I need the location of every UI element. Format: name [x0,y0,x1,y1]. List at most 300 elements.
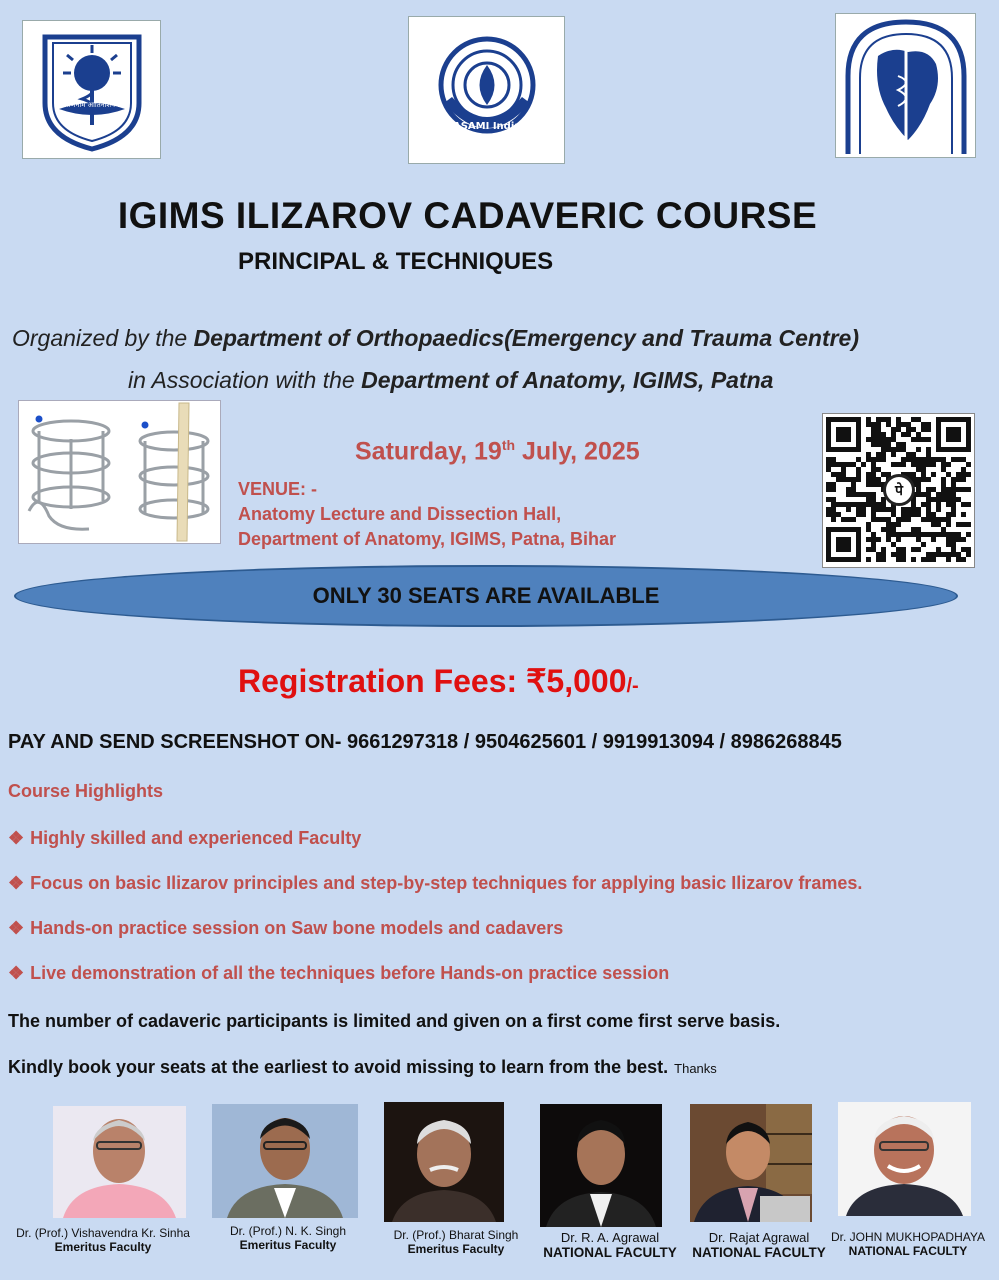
venue-block [238,477,616,552]
qr-module [951,537,956,542]
qr-module [851,487,856,492]
qr-module [936,492,941,497]
qr-module [856,457,861,462]
qr-module [891,447,896,452]
qr-module [886,532,891,537]
qr-module [871,542,876,547]
qr-module [891,427,896,432]
qr-module [856,477,861,482]
qr-module [916,492,921,497]
qr-module [876,452,881,457]
qr-module [871,497,876,502]
igims-logo [22,20,161,159]
qr-module [921,427,926,432]
qr-module [946,532,951,537]
qr-module [886,437,891,442]
qr-module [881,432,886,437]
qr-module [856,502,861,507]
qr-module [951,492,956,497]
organizer-prefix: Organized by the [12,325,194,351]
qr-module [921,437,926,442]
qr-module [946,497,951,502]
qr-module [926,462,931,467]
qr-module [911,462,916,467]
qr-module [936,552,941,557]
qr-module [926,517,931,522]
qr-finder [836,537,851,552]
qr-module [866,537,871,542]
qr-module [906,512,911,517]
qr-module [871,472,876,477]
qr-module [866,417,871,422]
highlight-text: Focus on basic Ilizarov principles and step-by-step techniques for applying basic Ilizarov frames. [30,873,863,893]
qr-module [871,517,876,522]
qr-module [861,507,866,512]
faculty-name: Dr. JOHN MUKHOPADHAYA [830,1230,985,1244]
date-suffix: July, 2025 [515,437,640,466]
qr-module [866,527,871,532]
qr-module [911,417,916,422]
venue-line2: Department of Anatomy, IGIMS, Patna, Bihar [238,529,617,549]
qr-module [826,497,831,502]
qr-module [856,467,861,472]
qr-module [926,507,931,512]
qr-module [826,482,831,487]
qr-module [866,557,871,562]
qr-module [841,517,846,522]
qr-module [916,547,921,552]
qr-module [906,457,911,462]
qr-module [886,537,891,542]
qr-module [831,497,836,502]
qr-module [891,452,896,457]
qr-module [961,467,966,472]
qr-module [961,487,966,492]
payment-contacts: PAY AND SEND SCREENSHOT ON- 9661297318 / 9504625601 / 9919913094 / 8986268845 [8,731,842,753]
qr-module [951,477,956,482]
highlight-item [8,873,862,894]
qr-module [931,497,936,502]
qr-module [896,417,901,422]
qr-module [941,487,946,492]
date-prefix: Saturday, 19 [355,437,502,466]
qr-module [961,502,966,507]
qr-module [896,517,901,522]
qr-module [881,557,886,562]
qr-module [936,497,941,502]
qr-module [901,422,906,427]
qr-module [851,462,856,467]
qr-module [926,552,931,557]
qr-module [941,477,946,482]
qr-module [941,497,946,502]
qr-module [881,452,886,457]
qr-module [866,547,871,552]
organizer-dept: Department of Orthopaedics(Emergency and Trauma Centre) [193,325,860,351]
bihar-ortho-logo [835,13,976,158]
qr-module [951,532,956,537]
qr-module [831,507,836,512]
qr-module [961,477,966,482]
qr-module [931,557,936,562]
qr-module [876,467,881,472]
qr-module [956,537,961,542]
qr-module [901,557,906,562]
qr-module [946,492,951,497]
qr-module [961,457,966,462]
qr-module [851,517,856,522]
qr-module [926,422,931,427]
faculty-photo [384,1102,504,1222]
qr-module [911,527,916,532]
association-prefix: in Association with the [128,367,362,393]
qr-module [916,457,921,462]
qr-module [826,487,831,492]
qr-module [891,542,896,547]
qr-module [946,502,951,507]
qr-module [906,422,911,427]
qr-module [846,517,851,522]
limited-seats-note: The number of cadaveric participants is limited and given on a first come first serve basis. [8,1011,781,1031]
qr-module [901,552,906,557]
qr-module [936,507,941,512]
qr-module [831,457,836,462]
qr-module [896,462,901,467]
qr-module [841,462,846,467]
qr-module [941,532,946,537]
qr-module [926,457,931,462]
qr-module [926,487,931,492]
qr-module [926,492,931,497]
qr-module [906,427,911,432]
qr-module [851,492,856,497]
qr-module [956,497,961,502]
qr-module [831,517,836,522]
registration-fees [238,662,639,700]
qr-module [871,477,876,482]
qr-module [921,462,926,467]
qr-module [871,482,876,487]
event-date [355,437,640,466]
qr-module [841,472,846,477]
qr-module [921,542,926,547]
asami-logo [408,16,565,164]
qr-module [866,422,871,427]
qr-module [901,462,906,467]
qr-module [826,457,831,462]
qr-module [881,457,886,462]
qr-module [911,507,916,512]
highlight-text: Live demonstration of all the techniques before Hands-on practice session [30,963,670,983]
qr-module [876,432,881,437]
qr-module [831,502,836,507]
qr-module [946,557,951,562]
faculty-role: Emeritus Faculty [407,1242,505,1256]
qr-module [836,502,841,507]
qr-module [911,452,916,457]
qr-module [956,472,961,477]
qr-module [871,532,876,537]
qr-module [921,532,926,537]
qr-module [886,522,891,527]
qr-module [896,442,901,447]
qr-module [931,472,936,477]
qr-module [946,462,951,467]
qr-module [931,537,936,542]
qr-module [826,512,831,517]
faculty-photo [53,1106,186,1218]
qr-module [896,422,901,427]
qr-module [891,437,896,442]
qr-module [871,537,876,542]
faculty-role: Emeritus Faculty [239,1238,337,1252]
qr-module [876,557,881,562]
qr-module [871,442,876,447]
qr-module [871,502,876,507]
qr-module [951,502,956,507]
highlight-item [8,918,563,939]
qr-module [836,472,841,477]
qr-module [906,507,911,512]
qr-module [896,537,901,542]
qr-module [866,437,871,442]
qr-module [916,532,921,537]
qr-module [846,507,851,512]
qr-module [871,432,876,437]
venue-line1: Anatomy Lecture and Dissection Hall, [238,504,562,524]
qr-module [926,477,931,482]
qr-module [876,517,881,522]
qr-module [941,467,946,472]
qr-module [846,502,851,507]
qr-module [881,442,886,447]
qr-module [886,447,891,452]
qr-module [926,447,931,452]
qr-module [891,432,896,437]
qr-module [876,477,881,482]
qr-module [956,532,961,537]
faculty-name: Dr. (Prof.) N. K. Singh [229,1224,347,1238]
qr-module [916,462,921,467]
highlight-text: Hands-on practice session on Saw bone models and cadavers [30,918,564,938]
qr-module [966,547,971,552]
qr-module [931,522,936,527]
qr-module [881,507,886,512]
qr-module [891,462,896,467]
qr-module [951,457,956,462]
qr-module [846,462,851,467]
qr-module [871,427,876,432]
qr-module [941,552,946,557]
bullet-icon: ❖ [8,918,25,938]
qr-module [966,502,971,507]
qr-module [896,532,901,537]
qr-module [921,492,926,497]
qr-module [946,487,951,492]
qr-module [891,527,896,532]
qr-module [896,552,901,557]
qr-finder [836,427,851,442]
qr-module [926,427,931,432]
faculty-caption [381,1228,531,1256]
qr-module [936,517,941,522]
ilizarov-frame-image [18,400,221,544]
faculty-name: Dr. Rajat Agrawal [708,1230,810,1245]
qr-module [851,477,856,482]
highlights-heading: Course Highlights [8,781,164,801]
qr-module [846,487,851,492]
seats-banner [14,565,958,627]
qr-module [886,527,891,532]
qr-module [906,452,911,457]
qr-module [851,502,856,507]
qr-module [951,482,956,487]
qr-module [876,502,881,507]
qr-module [871,512,876,517]
qr-module [921,457,926,462]
faculty-caption [688,1230,830,1260]
qr-module [951,552,956,557]
qr-module [871,547,876,552]
qr-module [881,437,886,442]
qr-module [916,447,921,452]
qr-module [831,512,836,517]
qr-module [896,547,901,552]
qr-module [911,557,916,562]
faculty-caption [538,1230,682,1260]
association-line [128,367,773,394]
thanks-text: Thanks [674,1061,717,1076]
qr-module [941,462,946,467]
qr-module [901,517,906,522]
qr-module [876,457,881,462]
qr-module [856,492,861,497]
qr-module [876,422,881,427]
qr-module [866,472,871,477]
qr-module [926,512,931,517]
faculty-caption [8,1226,198,1254]
qr-module [851,482,856,487]
qr-module [926,502,931,507]
booking-text: Kindly book your seats at the earliest to avoid missing to learn from the best. [8,1057,669,1077]
qr-module [936,547,941,552]
qr-module [831,487,836,492]
qr-module [946,522,951,527]
qr-module [856,512,861,517]
faculty-role: NATIONAL FACULTY [543,1245,677,1260]
qr-module [961,547,966,552]
qr-module [911,512,916,517]
faculty-photo [838,1102,971,1216]
qr-module [966,472,971,477]
qr-module [826,507,831,512]
qr-module [871,467,876,472]
qr-module [946,517,951,522]
qr-module [946,542,951,547]
qr-module [881,417,886,422]
qr-module [846,477,851,482]
faculty-caption [213,1224,363,1252]
qr-module [836,512,841,517]
qr-module [886,507,891,512]
qr-module [931,517,936,522]
bullet-icon: ❖ [8,828,25,848]
qr-module [921,472,926,477]
qr-module [956,477,961,482]
faculty-role: NATIONAL FACULTY [848,1244,968,1258]
qr-module [891,507,896,512]
faculty-caption [826,1230,990,1258]
qr-module [956,552,961,557]
qr-module [966,462,971,467]
qr-module [931,512,936,517]
qr-module [936,502,941,507]
qr-module [936,522,941,527]
qr-module [861,462,866,467]
qr-module [881,472,886,477]
qr-module [901,547,906,552]
payment-qr-code [822,413,975,568]
qr-module [911,547,916,552]
faculty-photo [690,1104,812,1222]
qr-module [881,502,886,507]
bullet-icon: ❖ [8,873,25,893]
qr-module [936,457,941,462]
qr-module [866,477,871,482]
qr-module [956,557,961,562]
page-subtitle: PRINCIPAL & TECHNIQUES [238,248,554,275]
qr-module [886,517,891,522]
faculty-photo [540,1104,662,1227]
qr-module [911,457,916,462]
qr-module [961,522,966,527]
qr-module [886,422,891,427]
faculty-photo [212,1104,358,1218]
qr-module [891,532,896,537]
fees-suffix: /- [626,675,639,697]
qr-module [901,512,906,517]
page-title: IGIMS ILIZAROV CADAVERIC COURSE [117,195,818,236]
qr-module [871,492,876,497]
qr-module [921,517,926,522]
qr-module [901,532,906,537]
qr-module [961,512,966,517]
qr-module [921,422,926,427]
qr-module [916,527,921,532]
highlight-text: Highly skilled and experienced Faculty [30,828,362,848]
qr-module [936,532,941,537]
qr-module [931,487,936,492]
qr-module [931,552,936,557]
qr-module [876,417,881,422]
qr-module [961,537,966,542]
qr-module [861,502,866,507]
qr-module [856,507,861,512]
qr-module [961,557,966,562]
qr-module [891,512,896,517]
date-sup: th [501,437,516,453]
qr-module [926,452,931,457]
qr-module [921,502,926,507]
faculty-role: Emeritus Faculty [54,1240,152,1254]
qr-module [931,532,936,537]
qr-module [951,487,956,492]
qr-module [881,527,886,532]
qr-module [871,462,876,467]
qr-module [876,507,881,512]
qr-module [951,542,956,547]
qr-module [901,447,906,452]
